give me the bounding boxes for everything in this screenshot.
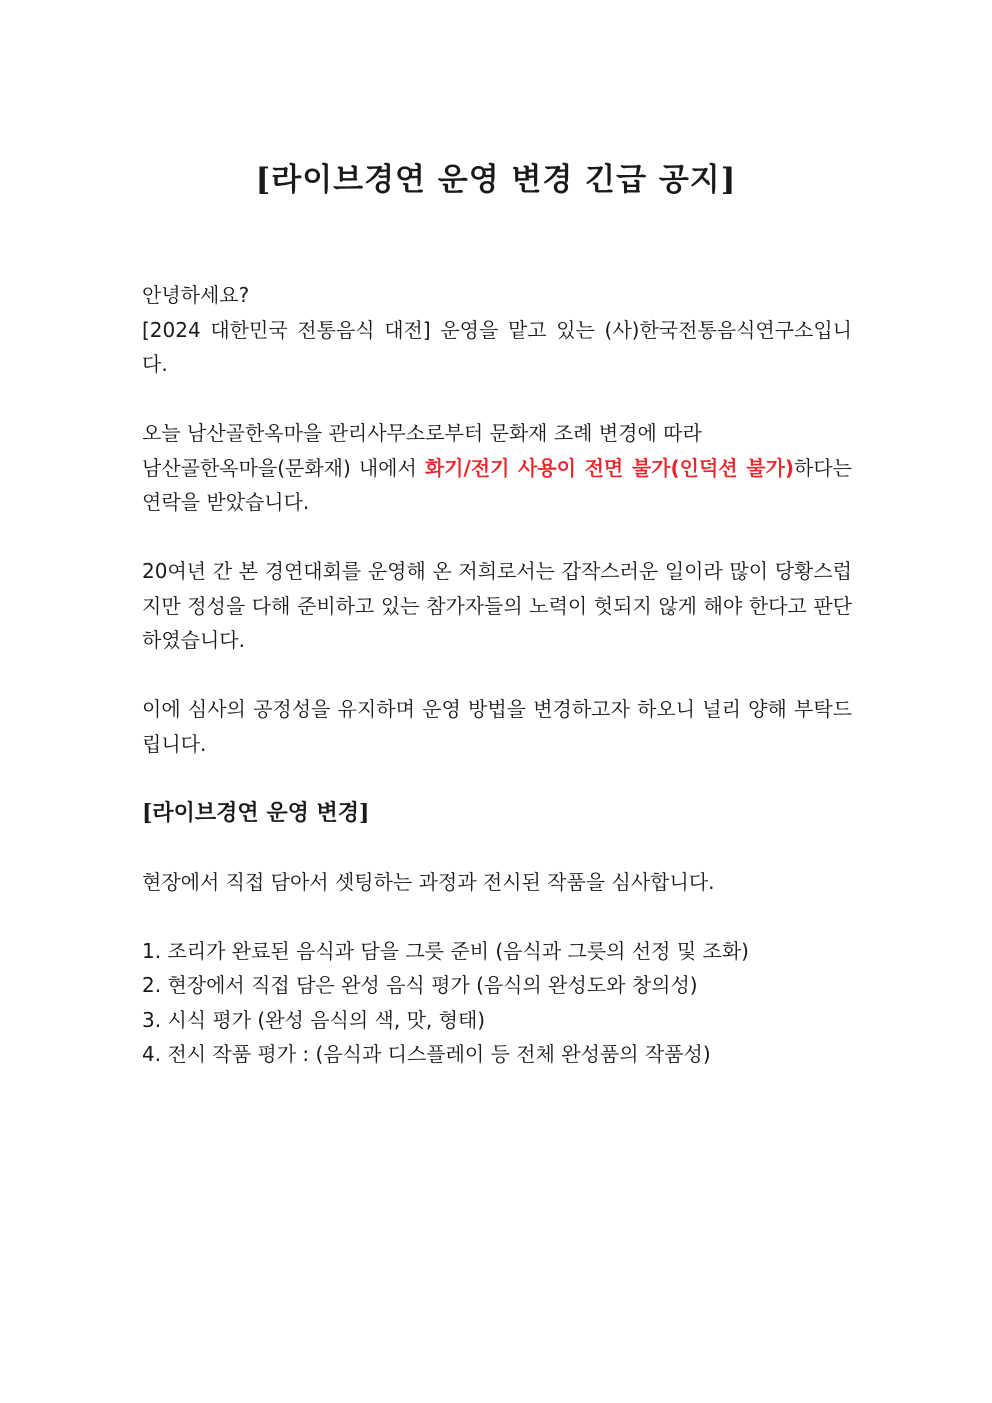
notice-text-pre: 남산골한옥마을(문화재) 내에서 <box>142 455 425 480</box>
paragraph-gap <box>142 830 852 865</box>
request-paragraph: 이에 심사의 공정성을 유지하며 운영 방법을 변경하고자 하오니 널리 양해 부탁드립니다. <box>142 697 852 756</box>
greeting: 안녕하세요? <box>142 283 250 307</box>
notice-line: 오늘 남산골한옥마을 관리사무소로부터 문화재 조례 변경에 따라 <box>142 421 702 445</box>
list-item: 1. 조리가 완료된 음식과 담을 그릇 준비 (음식과 그릇의 선정 및 조화) <box>142 938 749 963</box>
list-item: 3. 시식 평가 (완성 음식의 색, 맛, 형태) <box>142 1007 486 1032</box>
paragraph-gap <box>142 658 852 693</box>
section-title: [라이브경연 운영 변경] <box>142 799 370 826</box>
section-intro: 현장에서 직접 담아서 셋팅하는 과정과 전시된 작품을 심사합니다. <box>142 869 715 894</box>
notice-title: [라이브경연 운영 변경 긴급 공지] <box>255 162 737 198</box>
paragraph-gap <box>142 382 852 417</box>
explanation-paragraph: 20여년 간 본 경연대회를 운영해 온 저희로서는 갑작스러운 일이라 많이 당황스럽지만 정성을 다해 준비하고 있는 참가자들의 노력이 헛되지 않게 해야 한다고 판단하였습니다. <box>142 559 852 652</box>
intro-paragraph: [2024 대한민국 전통음식 대전] 운영을 맡고 있는 (사)한국전통음식연구소입니다. <box>142 317 852 376</box>
list-item: 4. 전시 작품 평가 : (음식과 디스플레이 등 전체 완성품의 작품성) <box>142 1042 711 1066</box>
notice-paragraph <box>142 451 852 520</box>
paragraph-gap <box>142 520 852 555</box>
notice-highlight: 화기/전기 사용이 전면 불가(인덕션 불가) <box>424 455 795 480</box>
paragraph-gap <box>142 899 852 934</box>
paragraph-gap <box>142 761 852 796</box>
list-item: 2. 현장에서 직접 담은 완성 음식 평가 (음식의 완성도와 창의성) <box>142 973 698 997</box>
notice-text-post: 하다는 연락을 받았습니다. <box>142 455 852 514</box>
notice-body <box>142 278 852 1072</box>
criteria-list <box>142 934 852 1072</box>
